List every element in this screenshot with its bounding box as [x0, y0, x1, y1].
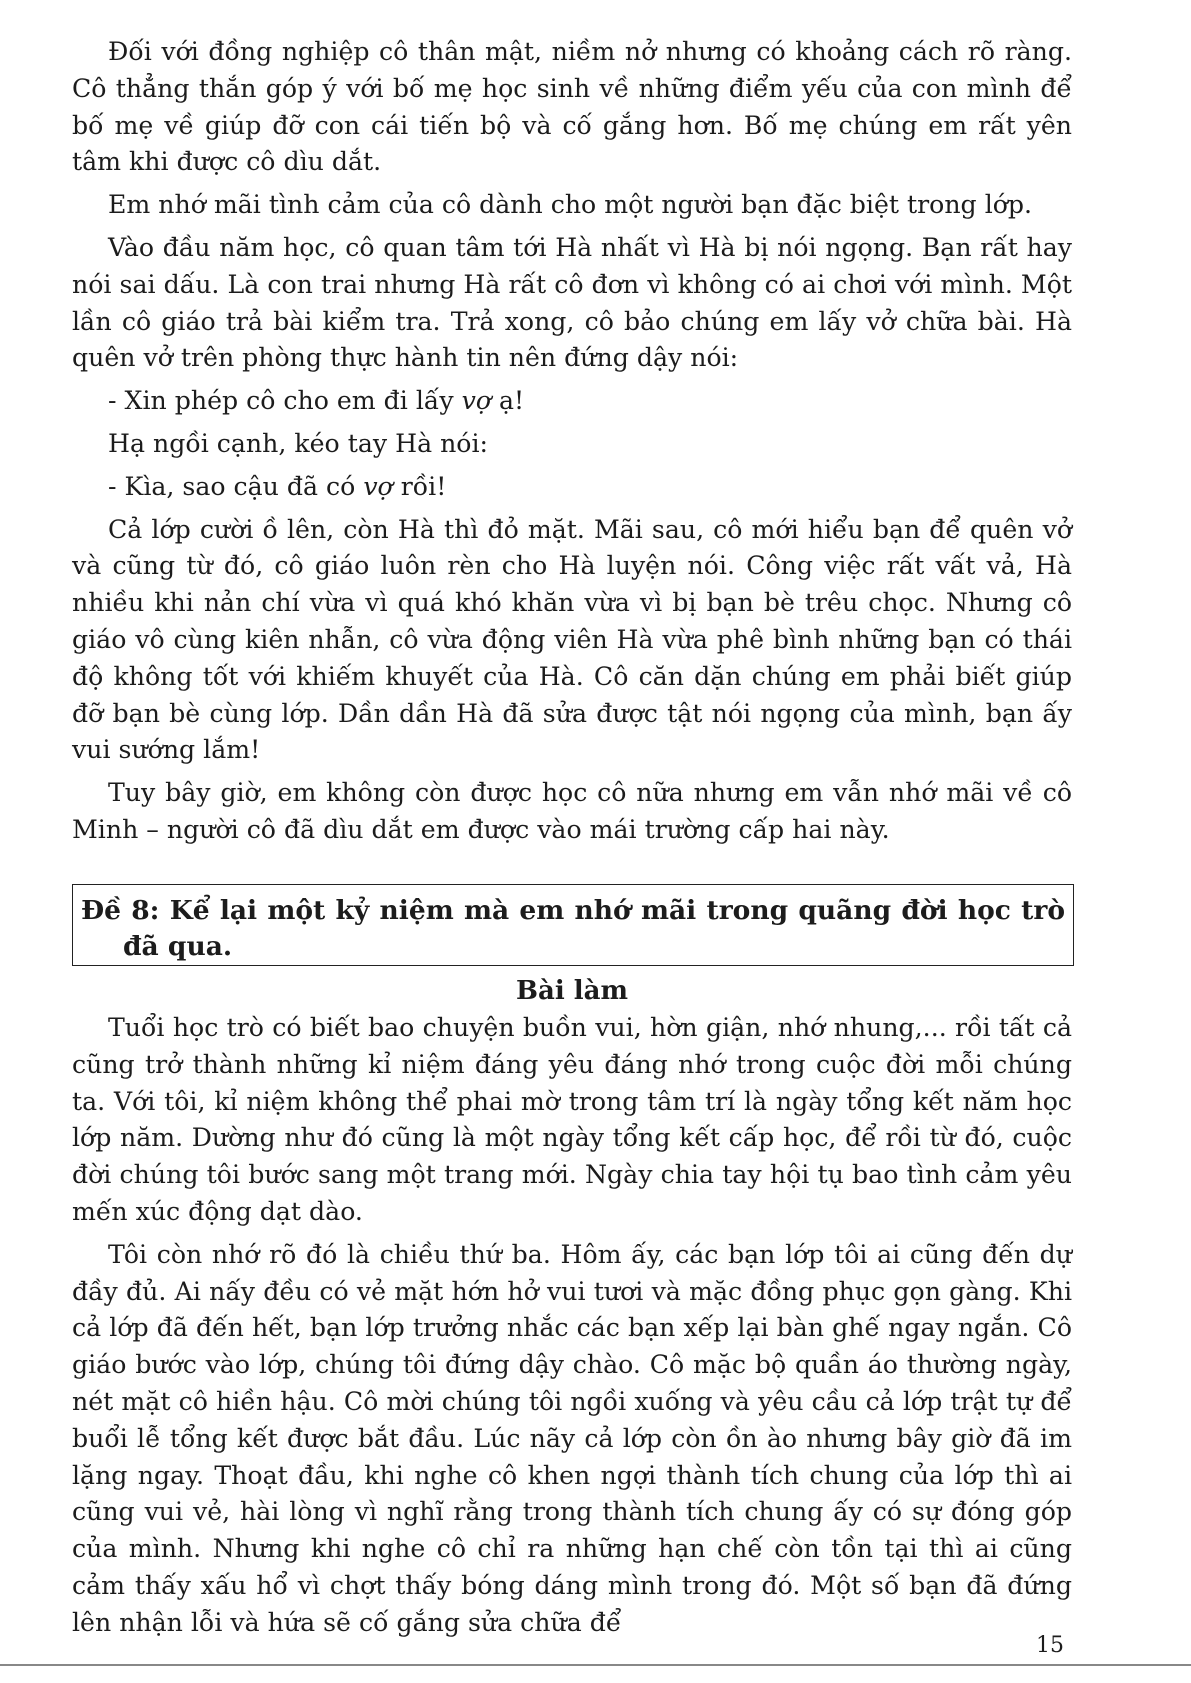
paragraph: Tuy bây giờ, em không còn được học cô nữa nhưng em vẫn nhớ mãi về cô Minh – người cô đã dìu dắt em được vào mái trường cấp hai này.	[72, 778, 1072, 844]
answer-title: Bài làm	[516, 976, 628, 1006]
exercise-title: Kể lại một kỷ niệm mà em nhớ mãi trong quãng đời học trò đã qua.	[123, 895, 1066, 962]
paragraph: Vào đầu năm học, cô quan tâm tới Hà nhất vì Hà bị nói ngọng. Bạn rất hay nói sai dấu. Là con trai nhưng Hà rất cô đơn vì không có ai chơi với mình. Một lần cô giáo trả bài kiểm tra. Trả xong, cô bảo chúng em lấy vở chữa bài. Hà quên vở trên phòng thực hành tin nên đứng dậy nói:	[72, 232, 1072, 373]
paragraph: Em nhớ mãi tình cảm của cô dành cho một người bạn đặc biệt trong lớp.	[108, 190, 1033, 220]
narration-line: Hạ ngồi cạnh, kéo tay Hà nói:	[108, 428, 489, 458]
dialogue-line	[72, 469, 1072, 506]
dialogue-line	[72, 383, 1072, 420]
scan-edge-line	[0, 1664, 1191, 1666]
dialogue-text: ạ!	[491, 386, 525, 416]
paragraph: Tuổi học trò có biết bao chuyện buồn vui, hờn giận, nhớ nhung,... rồi tất cả cũng trở thành những kỉ niệm đáng yêu đáng nhớ trong cuộc đời mỗi chúng ta. Với tôi, kỉ niệm không thể phai mờ trong tâm trí là ngày tổng kết năm học lớp năm. Dường như đó cũng là một ngày tổng kết cấp học, để rồi từ đó, cuộc đời chúng tôi bước sang một trang mới. Ngày chia tay hội tụ bao tình cảm yêu mến xúc động dạt dào.	[72, 1013, 1072, 1226]
paragraph: Tôi còn nhớ rõ đó là chiều thứ ba. Hôm ấy, các bạn lớp tôi ai cũng đến dự đầy đủ. Ai nấy đều có vẻ mặt hớn hở vui tươi và mặc đồng phục gọn gàng. Khi cả lớp đã đến hết, bạn lớp trưởng nhắc các bạn xếp lại bàn ghế ngay ngắn. Cô giáo bước vào lớp, chúng tôi đứng dậy chào. Cô mặc bộ quần áo thường ngày, nét mặt cô hiền hậu. Cô mời chúng tôi ngồi xuống và yêu cầu cả lớp trật tự để buổi lễ tổng kết được bắt đầu. Lúc nãy cả lớp còn ồn ào nhưng bây giờ đã im lặng ngay. Thoạt đầu, khi nghe cô khen ngợi thành tích chung của lớp thì ai cũng vui vẻ, hài lòng vì nghĩ rằng trong thành tích chung ấy có sự đóng góp của mình. Nhưng khi nghe cô chỉ ra những hạn chế còn tồn tại thì ai cũng cảm thấy xấu hổ vì chợt thấy bóng dáng mình trong đó. Một số bạn đã đứng lên nhận lỗi và hứa sẽ cố gắng sửa chữa để	[72, 1239, 1072, 1637]
dialogue-text: - Xin phép cô cho em đi lấy	[108, 386, 462, 416]
page-number: 15	[1036, 1633, 1064, 1658]
essay-section	[72, 1010, 1072, 1642]
paragraph: Cả lớp cười ồ lên, còn Hà thì đỏ mặt. Mãi sau, cô mới hiểu bạn để quên vở và cũng từ đó, cô giáo luôn rèn cho Hà luyện nói. Công việc rất vất vả, Hà nhiều khi nản chí vừa vì quá khó khăn vừa vì bị bạn bè trêu chọc. Nhưng cô giáo vô cùng kiên nhẫn, cô vừa động viên Hà vừa phê bình những bạn có thái độ không tốt với khiếm khuyết của Hà. Cô căn dặn chúng em phải biết giúp đỡ bạn bè cùng lớp. Dần dần Hà đã sửa được tật nói ngọng của mình, bạn ấy vui sướng lắm!	[72, 514, 1072, 765]
exercise-heading	[81, 893, 1065, 965]
dialogue-text: - Kìa, sao cậu đã có	[108, 471, 364, 501]
dialogue-text: rồi!	[392, 471, 447, 501]
exercise-heading-box	[72, 884, 1074, 966]
emphasized-word: vợ	[461, 386, 492, 416]
paragraph: Đối với đồng nghiệp cô thân mật, niềm nở nhưng có khoảng cách rõ ràng. Cô thẳng thắn góp ý với bố mẹ học sinh về những điểm yếu của con mình để bố mẹ về giúp đỡ con cái tiến bộ và cố gắng hơn. Bố mẹ chúng em rất yên tâm khi được cô dìu dắt.	[72, 37, 1072, 177]
exercise-number: Đề 8:	[81, 895, 160, 926]
story-section	[72, 34, 1072, 849]
emphasized-word: vợ	[363, 471, 393, 501]
